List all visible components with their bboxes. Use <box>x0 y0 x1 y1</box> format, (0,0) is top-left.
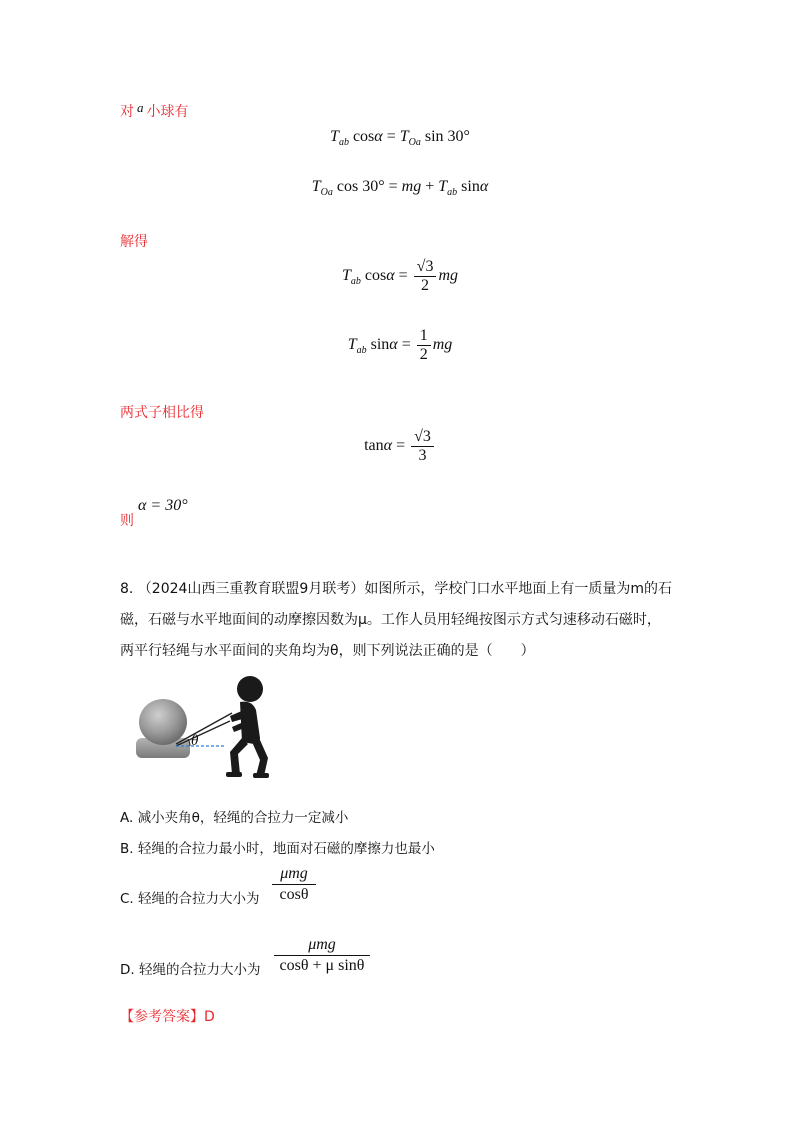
option-d: D. 轻绳的合拉力大小为 <box>120 962 261 978</box>
solution-intro <box>120 100 189 121</box>
ratio-label: 两式子相比得 <box>120 405 204 421</box>
fraction: $\frac{√3}{2}$ <box>414 258 437 295</box>
final-result: α = 30° <box>138 497 188 514</box>
stone-pier-figure <box>132 672 272 784</box>
option-a: A. 减小夹角θ，轻绳的合拉力一定减小 <box>120 810 349 826</box>
question-line-2: 磁，石磁与水平地面间的动摩擦因数为μ。工作人员用轻绳按图示方式匀速移动石磁时， <box>120 612 661 628</box>
stone-ball <box>139 699 187 745</box>
equation-1: $T_{ab}$ $\cos\alpha = T_{Oa}$ sin 30° <box>330 128 470 148</box>
option-d-numerator: μmg <box>274 935 370 956</box>
angle-label: θ <box>191 733 199 749</box>
question-line-1: 8. （2024山西三重教育联盟9月联考）如图所示，学校门口水平地面上有一质量为m的石 <box>120 581 672 597</box>
intro-prefix: 对 <box>120 104 134 120</box>
equation-5: tanα = $\frac{√3}{3}$ <box>0 428 800 465</box>
equation-2: $T_{Oa}$ cos 30° = mg + $T_{ab}$ sinα <box>311 178 489 198</box>
fraction: $\frac{1}{2}$ <box>417 327 431 364</box>
option-c-numerator: μmg <box>272 864 316 885</box>
equation-4: $T_{ab}$ sinα = $\frac{1}{2}$ mg <box>347 327 453 363</box>
option-d-denominator: cosθ + μ sinθ <box>279 957 365 974</box>
fraction: $\frac{√3}{3}$ <box>411 428 434 465</box>
option-c: C. 轻绳的合拉力大小为 <box>120 891 260 907</box>
option-c-fraction <box>272 864 316 905</box>
option-b: B. 轻绳的合拉力最小时，地面对石磁的摩擦力也最小 <box>120 841 435 857</box>
option-c-denominator: cosθ <box>279 886 309 903</box>
intro-var: a <box>137 100 144 115</box>
intro-suffix: 小球有 <box>146 104 189 120</box>
worker-silhouette <box>226 676 269 778</box>
question-line-3: 两平行轻绳与水平面间的夹角均为θ，则下列说法正确的是（ ） <box>120 643 535 659</box>
equation-3: $T_{ab}$ cosα = $\frac{√3}{2}$ mg <box>341 258 458 294</box>
reference-answer: 【参考答案】D <box>120 1009 215 1025</box>
then-label: 则 <box>120 513 134 529</box>
solve-label: 解得 <box>120 234 148 250</box>
option-d-fraction <box>274 935 370 976</box>
